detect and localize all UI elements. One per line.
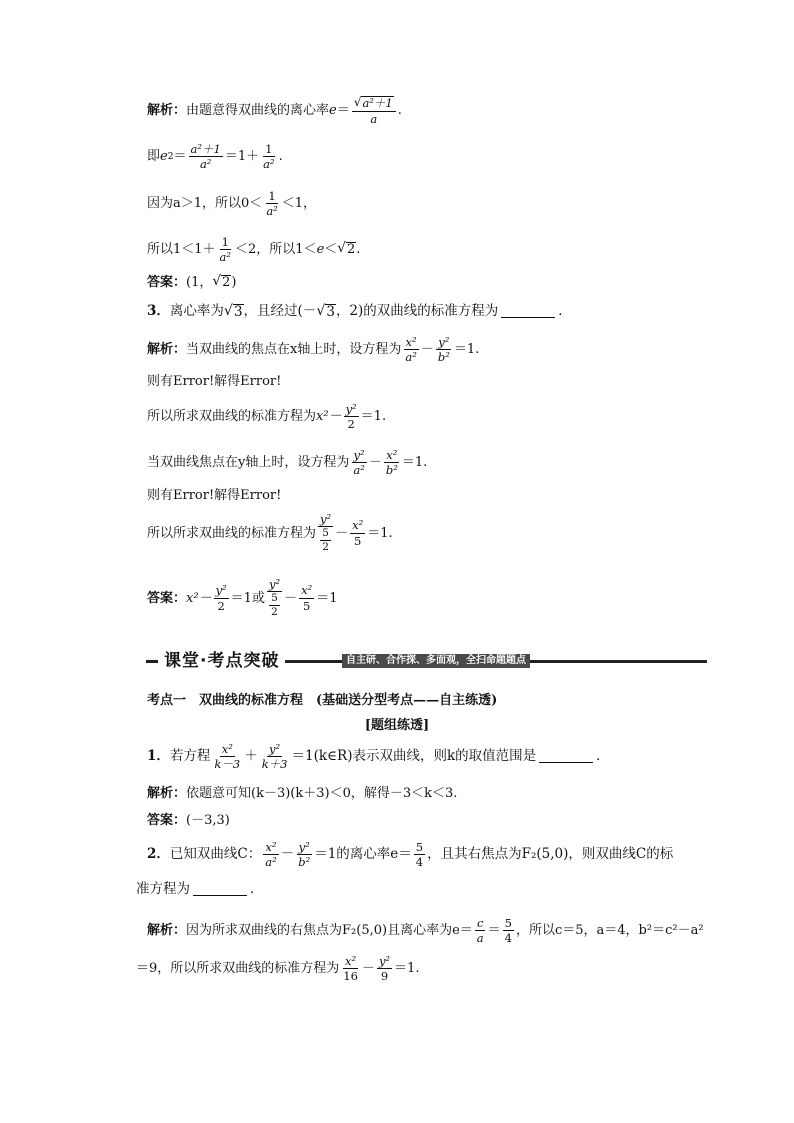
section-banner	[146, 651, 707, 671]
intro-answer: 答案： (1， √ 2 )	[147, 273, 237, 291]
banner-subtitle: 自主研、合作探、多面观，全扫命题题点	[342, 654, 530, 668]
group-heading: [题组练透]	[364, 718, 430, 733]
problem-2-line-2: 准方程为 ．	[136, 881, 264, 897]
problem-2-solution: 解析： 因为所求双曲线的右焦点为F₂(5,0)且离心率为e＝ $\frac{c}{a}$ ＝ $\frac{5}{4}$ ，所以c＝5，a＝4，b²＝c²－a²	[147, 916, 704, 946]
banner-title: 课堂·考点突破	[158, 651, 285, 671]
section-title: 考点一 双曲线的标准方程 (基础送分型考点——自主练透)	[147, 693, 498, 708]
eccentricity-fraction: √ a²＋1 a	[352, 96, 396, 125]
intro-line-3: 因为 a＞1，所以0＜ $\frac{1}{\text{a²}}$ ＜1，	[147, 189, 317, 219]
question-3: 3． 离心率为 √ 3 ，且经过(－ √ 3 ，2)的双曲线的标准方程为 ．	[147, 303, 572, 320]
problem-2: 2． 已知双曲线C： $\frac{\text{x²}}{\text{a²}}$ － $\frac{\text{y²}}{\text{b²}}$ ＝1的离心率e＝ $\frac{5}{4}$ ，且其右焦点为F₂(5,0)，则双曲线C的标	[147, 840, 674, 870]
problem-1: 1． 若方程 $\frac{\text{x²}}{k-3}$ ＋ $\frac{\text{y²}}{k+3}$ ＝1(k∈R)表示双曲线，则k的取值范围是 ．	[147, 742, 610, 772]
answer-blank	[501, 305, 555, 318]
q3-solution-6: 所以所求双曲线的标准方程为 $\frac{\text{y²}}{\frac{5}{2}}$ － $\frac{\text{x²}}{5}$ ＝1.	[147, 512, 393, 554]
intro-line-4: 所以1＜1＋ $\frac{1}{\text{a²}}$ ＜2，所以1＜ e ＜ √ 2 .	[147, 235, 361, 265]
q3-solution-4: 当双曲线焦点在y轴上时，设方程为 $\frac{\text{y²}}{\text{a²}}$ － $\frac{\text{x²}}{\text{b²}}$ ＝1.	[147, 448, 428, 478]
problem-2-solution-2: ＝9，所以所求双曲线的标准方程为 $\frac{\text{x²}}{16}$ － $\frac{\text{y²}}{9}$ ＝1.	[136, 954, 420, 984]
intro-line-2: 即 e 2 ＝ $\frac{\text{a²＋1}}{\text{a²}}$ ＝1＋ $\frac{1}{\text{a²}}$ .	[147, 142, 283, 172]
q3-solution-2: 则有Error!解得Error!	[147, 374, 282, 389]
intro-line-1: 解析： 由题意得双曲线的离心率 e ＝ √ a²＋1 a .	[147, 95, 402, 126]
problem-1-answer: 答案： (－3,3)	[147, 813, 230, 828]
problem-1-solution: 解析： 依题意可知(k－3)(k＋3)＜0，解得－3＜k＜3.	[147, 786, 458, 801]
q3-solution-5: 则有Error!解得Error!	[147, 488, 282, 503]
answer-blank	[539, 750, 593, 763]
q3-answer: 答案： x²－ $\frac{\text{y²}}{2}$ ＝1或 $\frac{\text{y²}}{\frac{5}{2}}$ － $\frac{\text{x²}}{5}$ ＝1	[147, 577, 338, 619]
q3-solution-1: 解析： 当双曲线的焦点在x轴上时，设方程为 $\frac{\text{x²}}{\text{a²}}$ － $\frac{\text{y²}}{\text{b²}}$ ＝1.	[147, 335, 480, 365]
solution-label: 解析：	[147, 102, 187, 118]
answer-blank	[193, 883, 247, 896]
q3-solution-3: 所以所求双曲线的标准方程为 x²－ $\frac{\text{y²}}{2}$ ＝1.	[147, 402, 387, 432]
